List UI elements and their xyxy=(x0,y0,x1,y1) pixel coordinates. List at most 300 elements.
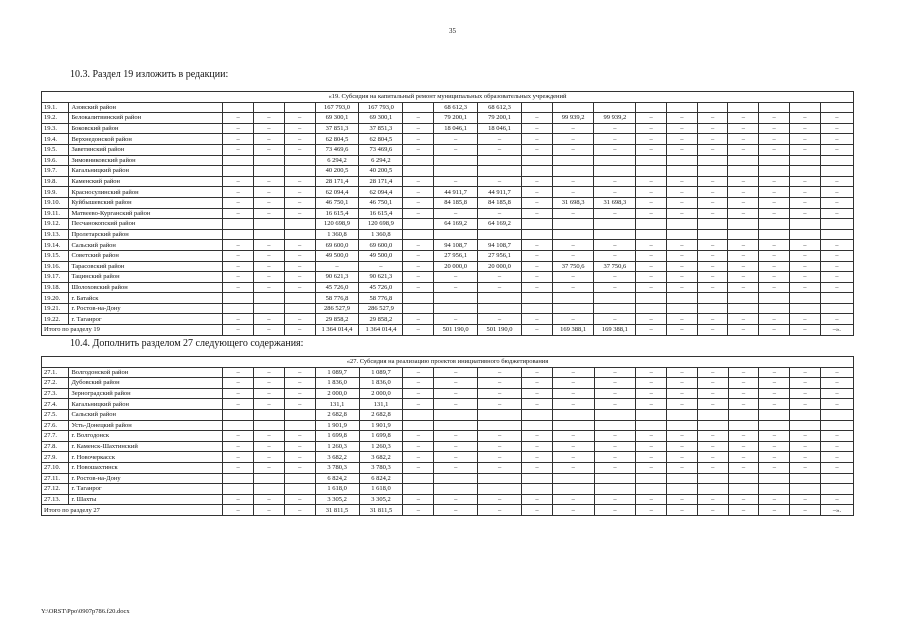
value-cell: – xyxy=(254,494,285,505)
value-cell: – xyxy=(254,388,285,399)
value-cell xyxy=(522,102,553,113)
value-cell: – xyxy=(522,176,553,187)
section-27-table xyxy=(41,356,854,516)
value-cell: – xyxy=(594,208,636,219)
value-cell: 44 911,7 xyxy=(478,187,522,198)
value-cell xyxy=(667,473,698,484)
value-cell: – xyxy=(636,462,667,473)
table-row xyxy=(42,187,854,198)
value-cell xyxy=(403,420,434,431)
value-cell: – xyxy=(820,113,853,124)
value-cell xyxy=(820,155,853,166)
total-value: – xyxy=(636,505,667,516)
value-cell: – xyxy=(728,282,759,293)
value-cell: 69 300,1 xyxy=(359,113,403,124)
value-cell: – xyxy=(359,261,403,272)
value-cell xyxy=(522,409,553,420)
value-cell xyxy=(223,484,254,495)
value-cell: – xyxy=(636,176,667,187)
value-cell: – xyxy=(790,378,821,389)
total-value: – xyxy=(522,505,553,516)
value-cell: – xyxy=(728,240,759,251)
value-cell: – xyxy=(789,187,820,198)
value-cell xyxy=(728,155,759,166)
value-cell: – xyxy=(789,240,820,251)
value-cell xyxy=(820,229,853,240)
value-cell xyxy=(759,303,790,314)
value-cell: – xyxy=(478,176,522,187)
value-cell: – xyxy=(820,261,853,272)
value-cell: – xyxy=(697,187,728,198)
value-cell: – xyxy=(759,272,790,283)
table-row xyxy=(42,229,854,240)
value-cell: – xyxy=(522,208,553,219)
value-cell: – xyxy=(522,123,553,134)
value-cell: – xyxy=(403,431,434,442)
table-row xyxy=(42,282,854,293)
value-cell xyxy=(478,166,522,177)
value-cell: – xyxy=(697,123,728,134)
value-cell: – xyxy=(522,462,553,473)
row-number: 27.2. xyxy=(42,378,69,389)
total-value: – xyxy=(759,325,790,336)
page-number: 35 xyxy=(449,27,456,35)
value-cell: – xyxy=(552,134,594,145)
value-cell: – xyxy=(223,144,254,155)
row-number: 27.13. xyxy=(42,494,69,505)
value-cell: – xyxy=(254,462,285,473)
value-cell xyxy=(223,293,254,304)
value-cell: 68 612,3 xyxy=(478,102,522,113)
value-cell: – xyxy=(820,462,853,473)
value-cell: – xyxy=(697,282,728,293)
value-cell: – xyxy=(223,261,254,272)
district-name: Красносулинский район xyxy=(69,187,223,198)
row-number: 19.3. xyxy=(42,123,69,134)
value-cell: – xyxy=(522,144,553,155)
value-cell xyxy=(284,166,315,177)
district-name: Матвеево-Курганский район xyxy=(69,208,223,219)
value-cell: – xyxy=(478,494,522,505)
value-cell: – xyxy=(403,462,434,473)
value-cell: – xyxy=(254,282,285,293)
value-cell: 62 804,5 xyxy=(359,134,403,145)
section-27-heading: 10.4. Дополнить разделом 27 следующего содержания: xyxy=(70,338,304,349)
district-name: Каменский район xyxy=(69,176,223,187)
value-cell: – xyxy=(403,187,434,198)
value-cell: – xyxy=(552,399,594,410)
district-name: Сальский район xyxy=(69,409,223,420)
value-cell xyxy=(478,484,522,495)
value-cell xyxy=(728,484,759,495)
value-cell: 3 305,2 xyxy=(359,494,403,505)
value-cell: – xyxy=(759,388,790,399)
district-name: Зимовниковский район xyxy=(69,155,223,166)
table-row xyxy=(42,473,854,484)
district-name: г. Таганрог xyxy=(69,484,223,495)
value-cell: – xyxy=(728,176,759,187)
total-value: – xyxy=(223,325,254,336)
value-cell xyxy=(666,102,697,113)
value-cell xyxy=(434,484,478,495)
value-cell: – xyxy=(666,282,697,293)
value-cell: – xyxy=(552,123,594,134)
row-number: 27.1. xyxy=(42,367,69,378)
file-path-footer: Y:\ORST\Ppo\0907p786.f20.docx xyxy=(41,608,130,615)
value-cell: 20 000,0 xyxy=(478,261,522,272)
value-cell: – xyxy=(666,113,697,124)
value-cell xyxy=(594,166,636,177)
value-cell xyxy=(552,473,594,484)
value-cell: – xyxy=(759,462,790,473)
value-cell: 2 682,8 xyxy=(315,409,359,420)
value-cell xyxy=(790,409,821,420)
value-cell: – xyxy=(254,441,285,452)
total-value: – xyxy=(403,325,434,336)
value-cell: 18 046,1 xyxy=(478,123,522,134)
value-cell xyxy=(284,293,315,304)
table-row xyxy=(42,272,854,283)
value-cell xyxy=(728,102,759,113)
value-cell xyxy=(728,219,759,230)
value-cell: – xyxy=(636,113,667,124)
value-cell: 69 600,0 xyxy=(359,240,403,251)
district-name: Кагальницкий район xyxy=(69,399,223,410)
value-cell: – xyxy=(820,208,853,219)
total-value: 31 811,5 xyxy=(359,505,403,516)
total-value: – xyxy=(789,325,820,336)
value-cell: – xyxy=(820,197,853,208)
value-cell xyxy=(223,229,254,240)
value-cell: – xyxy=(820,144,853,155)
value-cell: – xyxy=(552,208,594,219)
total-value: – xyxy=(759,505,790,516)
value-cell: – xyxy=(223,197,254,208)
value-cell xyxy=(759,166,790,177)
value-cell: – xyxy=(223,272,254,283)
value-cell: – xyxy=(254,134,285,145)
value-cell: 84 185,8 xyxy=(478,197,522,208)
value-cell: – xyxy=(478,282,522,293)
district-name: Зерноградский район xyxy=(69,388,223,399)
value-cell: 94 108,7 xyxy=(478,240,522,251)
value-cell: – xyxy=(636,197,667,208)
value-cell: – xyxy=(522,261,553,272)
value-cell xyxy=(636,420,667,431)
value-cell: – xyxy=(478,441,522,452)
district-name: Азовский район xyxy=(69,102,223,113)
value-cell: 40 200,5 xyxy=(315,166,359,177)
row-number: 27.5. xyxy=(42,409,69,420)
value-cell xyxy=(552,229,594,240)
value-cell: – xyxy=(522,282,553,293)
value-cell: – xyxy=(728,123,759,134)
value-cell: 1 699,8 xyxy=(315,431,359,442)
value-cell: – xyxy=(223,367,254,378)
value-cell xyxy=(552,219,594,230)
value-cell: 49 500,0 xyxy=(359,250,403,261)
value-cell: – xyxy=(403,144,434,155)
value-cell: – xyxy=(403,250,434,261)
value-cell: – xyxy=(403,113,434,124)
value-cell xyxy=(697,473,728,484)
value-cell: – xyxy=(552,494,594,505)
value-cell: – xyxy=(403,123,434,134)
row-number: 19.22. xyxy=(42,314,69,325)
value-cell: 6 294,2 xyxy=(359,155,403,166)
value-cell: 167 793,0 xyxy=(315,102,359,113)
value-cell: – xyxy=(697,272,728,283)
value-cell: – xyxy=(789,208,820,219)
value-cell: – xyxy=(697,399,728,410)
value-cell xyxy=(666,303,697,314)
value-cell: – xyxy=(284,282,315,293)
value-cell: – xyxy=(636,240,667,251)
value-cell: – xyxy=(594,378,636,389)
value-cell: – xyxy=(728,431,759,442)
value-cell: – xyxy=(789,197,820,208)
value-cell: – xyxy=(697,261,728,272)
value-cell: – xyxy=(403,367,434,378)
value-cell xyxy=(636,229,667,240)
value-cell: 3 305,2 xyxy=(315,494,359,505)
value-cell xyxy=(522,293,553,304)
value-cell xyxy=(636,155,667,166)
value-cell: 286 527,9 xyxy=(359,303,403,314)
value-cell: – xyxy=(434,388,478,399)
value-cell: – xyxy=(789,134,820,145)
value-cell: 29 858,2 xyxy=(315,314,359,325)
value-cell: 27 956,1 xyxy=(478,250,522,261)
value-cell: – xyxy=(594,314,636,325)
value-cell: – xyxy=(759,197,790,208)
value-cell xyxy=(478,155,522,166)
total-value: – xyxy=(478,505,522,516)
value-cell: – xyxy=(759,261,790,272)
value-cell: – xyxy=(820,250,853,261)
value-cell xyxy=(403,293,434,304)
value-cell xyxy=(254,102,285,113)
value-cell: 1 699,8 xyxy=(359,431,403,442)
value-cell: – xyxy=(789,144,820,155)
value-cell: – xyxy=(434,314,478,325)
value-cell: – xyxy=(636,441,667,452)
value-cell: 37 750,6 xyxy=(594,261,636,272)
value-cell: 18 046,1 xyxy=(434,123,478,134)
value-cell xyxy=(759,155,790,166)
value-cell: – xyxy=(820,399,853,410)
value-cell xyxy=(636,484,667,495)
district-name: Тарасовский район xyxy=(69,261,223,272)
value-cell: 27 956,1 xyxy=(434,250,478,261)
value-cell xyxy=(223,102,254,113)
value-cell xyxy=(594,420,636,431)
row-number: 19.21. xyxy=(42,303,69,314)
total-value: –». xyxy=(820,505,853,516)
value-cell: – xyxy=(759,452,790,463)
value-cell: – xyxy=(820,431,853,442)
value-cell xyxy=(434,229,478,240)
value-cell: – xyxy=(759,123,790,134)
value-cell xyxy=(789,219,820,230)
value-cell xyxy=(666,155,697,166)
value-cell: – xyxy=(478,367,522,378)
total-value: 169 388,1 xyxy=(552,325,594,336)
value-cell: – xyxy=(403,261,434,272)
value-cell: – xyxy=(284,250,315,261)
value-cell: 131,1 xyxy=(359,399,403,410)
value-cell: – xyxy=(790,462,821,473)
district-name: Боковский район xyxy=(69,123,223,134)
value-cell: – xyxy=(728,388,759,399)
value-cell: – xyxy=(478,314,522,325)
value-cell xyxy=(594,409,636,420)
value-cell: 1 089,7 xyxy=(359,367,403,378)
value-cell: – xyxy=(728,452,759,463)
value-cell: 94 108,7 xyxy=(434,240,478,251)
value-cell: – xyxy=(434,378,478,389)
value-cell: – xyxy=(254,272,285,283)
value-cell: – xyxy=(284,441,315,452)
value-cell: – xyxy=(728,378,759,389)
value-cell: – xyxy=(636,144,667,155)
value-cell: 120 698,9 xyxy=(315,219,359,230)
value-cell: 99 939,2 xyxy=(552,113,594,124)
value-cell: – xyxy=(759,431,790,442)
value-cell: – xyxy=(759,134,790,145)
value-cell xyxy=(254,166,285,177)
value-cell xyxy=(666,229,697,240)
value-cell xyxy=(820,420,853,431)
value-cell: 2 000,0 xyxy=(359,388,403,399)
district-name: г. Новошахтинск xyxy=(69,462,223,473)
value-cell xyxy=(728,303,759,314)
row-number: 27.7. xyxy=(42,431,69,442)
value-cell xyxy=(223,219,254,230)
value-cell: – xyxy=(759,176,790,187)
value-cell xyxy=(434,293,478,304)
table-row xyxy=(42,155,854,166)
value-cell xyxy=(284,219,315,230)
value-cell: – xyxy=(434,134,478,145)
value-cell: – xyxy=(759,240,790,251)
district-name: Пролетарский район xyxy=(69,229,223,240)
value-cell: – xyxy=(667,399,698,410)
value-cell: – xyxy=(403,272,434,283)
total-label: Итого по разделу 27 xyxy=(42,505,223,516)
value-cell: – xyxy=(666,208,697,219)
value-cell: – xyxy=(254,452,285,463)
value-cell: – xyxy=(789,272,820,283)
table-row xyxy=(42,494,854,505)
value-cell: – xyxy=(790,441,821,452)
value-cell xyxy=(759,102,790,113)
value-cell xyxy=(636,166,667,177)
value-cell: – xyxy=(284,144,315,155)
value-cell: – xyxy=(666,176,697,187)
value-cell: 64 169,2 xyxy=(434,219,478,230)
value-cell: – xyxy=(434,282,478,293)
value-cell: – xyxy=(284,388,315,399)
value-cell: – xyxy=(522,441,553,452)
value-cell: – xyxy=(820,367,853,378)
value-cell xyxy=(223,155,254,166)
value-cell: 3 780,3 xyxy=(315,462,359,473)
value-cell: – xyxy=(434,399,478,410)
value-cell: 99 939,2 xyxy=(594,113,636,124)
value-cell xyxy=(594,484,636,495)
value-cell xyxy=(697,420,728,431)
value-cell: – xyxy=(284,261,315,272)
table-row xyxy=(42,388,854,399)
value-cell: 79 200,1 xyxy=(478,113,522,124)
value-cell: – xyxy=(790,367,821,378)
value-cell: – xyxy=(284,314,315,325)
value-cell: 79 200,1 xyxy=(434,113,478,124)
value-cell: – xyxy=(223,399,254,410)
value-cell xyxy=(223,420,254,431)
value-cell xyxy=(403,484,434,495)
value-cell: – xyxy=(284,134,315,145)
value-cell: – xyxy=(552,144,594,155)
value-cell xyxy=(790,484,821,495)
value-cell: – xyxy=(636,123,667,134)
value-cell: 58 776,8 xyxy=(315,293,359,304)
value-cell: – xyxy=(697,240,728,251)
value-cell: – xyxy=(223,113,254,124)
value-cell xyxy=(728,473,759,484)
value-cell: – xyxy=(254,367,285,378)
value-cell: – xyxy=(667,431,698,442)
value-cell: – xyxy=(697,431,728,442)
row-number: 27.4. xyxy=(42,399,69,410)
table-row xyxy=(42,441,854,452)
value-cell: – xyxy=(522,388,553,399)
table-row xyxy=(42,484,854,495)
value-cell xyxy=(728,420,759,431)
value-cell: – xyxy=(522,113,553,124)
table-title: «19. Субсидия на капитальный ремонт муниципальных образовательных учреждений xyxy=(42,92,854,103)
value-cell: – xyxy=(636,250,667,261)
total-label: Итого по разделу 19 xyxy=(42,325,223,336)
value-cell: – xyxy=(697,176,728,187)
value-cell: 44 911,7 xyxy=(434,187,478,198)
value-cell: – xyxy=(522,367,553,378)
value-cell: 3 780,3 xyxy=(359,462,403,473)
value-cell: – xyxy=(636,272,667,283)
value-cell: – xyxy=(636,388,667,399)
value-cell: – xyxy=(697,250,728,261)
value-cell: – xyxy=(284,452,315,463)
value-cell: – xyxy=(522,240,553,251)
value-cell: 45 726,0 xyxy=(359,282,403,293)
value-cell: – xyxy=(667,441,698,452)
value-cell xyxy=(223,303,254,314)
table-title: «27. Субсидия на реализацию проектов инициативного бюджетирования xyxy=(42,357,854,368)
value-cell xyxy=(284,102,315,113)
value-cell: – xyxy=(594,494,636,505)
value-cell: – xyxy=(820,123,853,134)
value-cell: – xyxy=(636,452,667,463)
value-cell: – xyxy=(552,250,594,261)
value-cell: – xyxy=(790,452,821,463)
value-cell: – xyxy=(789,113,820,124)
value-cell: – xyxy=(759,399,790,410)
value-cell: – xyxy=(820,240,853,251)
district-name: г. Шахты xyxy=(69,494,223,505)
value-cell xyxy=(697,166,728,177)
value-cell: 2 000,0 xyxy=(315,388,359,399)
